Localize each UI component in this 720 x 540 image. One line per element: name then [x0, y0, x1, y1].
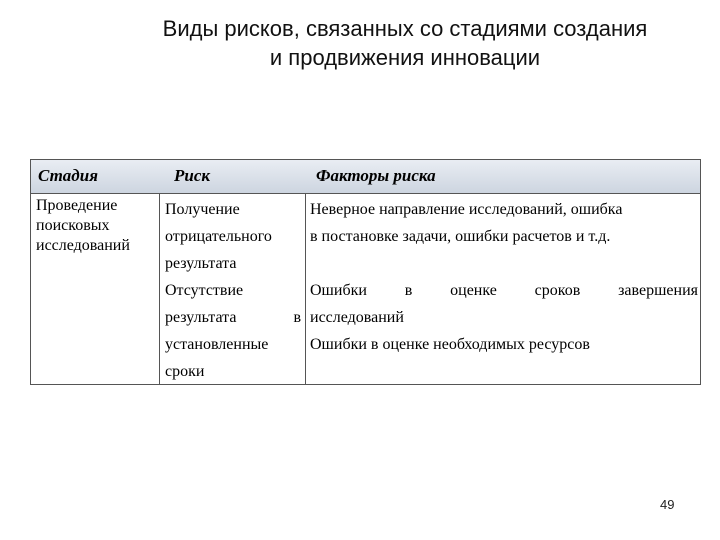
stage-cell [36, 196, 158, 256]
risk-factor-1 [310, 196, 698, 250]
column-divider [159, 194, 160, 384]
factor-line: исследований [310, 309, 404, 326]
factor-line: в постановке задачи, ошибки расчетов и т.д. [310, 228, 611, 245]
stage-line: Проведение [36, 197, 118, 214]
table-header-row [31, 160, 700, 194]
risk-line: сроки [165, 363, 205, 380]
page-number: 49 [660, 497, 675, 512]
slide-title-line-1: Виды рисков, связанных со стадиями создания [162, 16, 648, 41]
risk-line: Получение [165, 201, 240, 218]
risk-table [30, 159, 701, 385]
stage-line: поисковых [36, 217, 110, 234]
factor-line: Неверное направление исследований, ошибка [310, 201, 623, 218]
column-divider [305, 194, 306, 384]
factor-line: Ошибки в оценке сроков завершения [310, 282, 698, 299]
slide-title [60, 14, 720, 72]
risk-line: результата [165, 255, 237, 272]
risk-line: Отсутствие [165, 282, 244, 299]
header-risk: Риск [174, 166, 211, 185]
stage-line: исследований [36, 237, 130, 254]
header-risk-factors: Факторы риска [316, 166, 436, 185]
risk-factor-2 [310, 277, 698, 331]
risk-cell [165, 196, 301, 385]
risk-line: отрицательного [165, 228, 272, 245]
risk-line: результата в [165, 309, 301, 326]
header-stage: Стадия [38, 166, 98, 185]
risk-factor-3: Ошибки в оценке необходимых ресурсов [310, 336, 590, 353]
slide-title-line-2: и продвижения инновации [269, 45, 541, 70]
risk-line: установленные [165, 336, 269, 353]
table-body [31, 194, 700, 384]
